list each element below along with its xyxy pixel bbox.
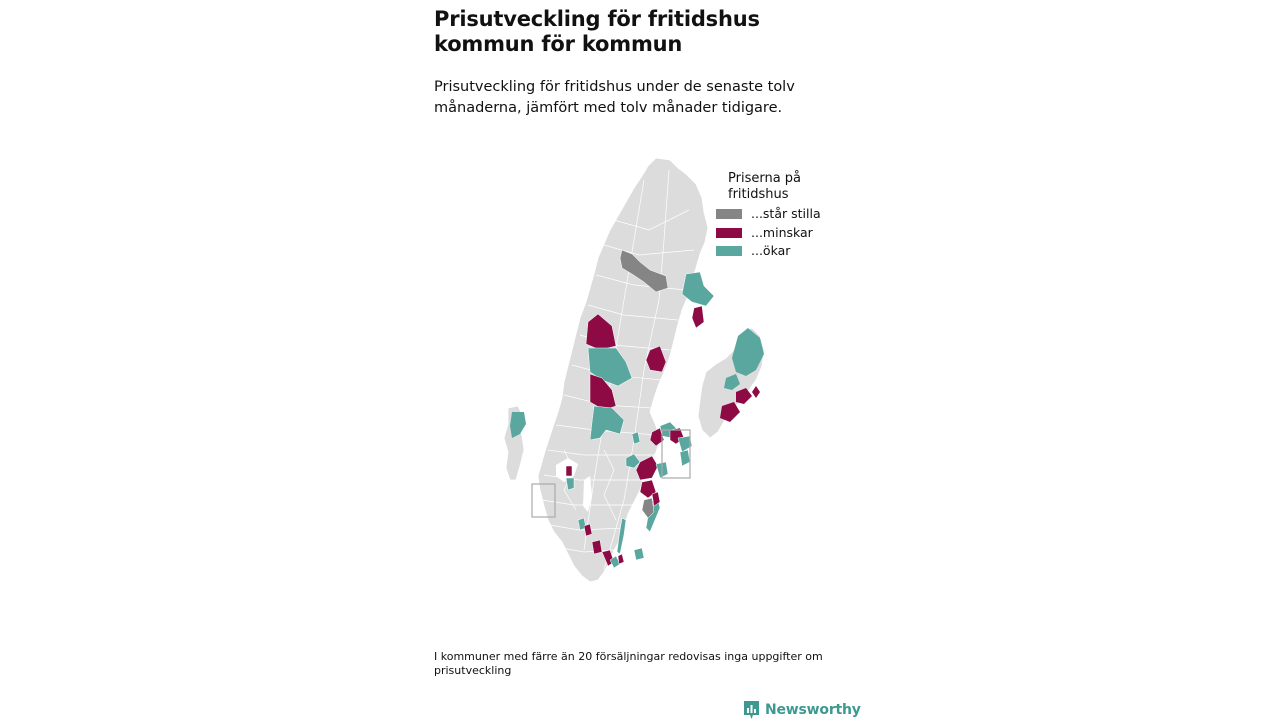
map-card <box>434 0 861 720</box>
legend-title: Priserna på fritidshus <box>728 171 802 202</box>
muni-red-northeast <box>692 306 704 328</box>
inset-stockholm-red-c <box>752 386 760 398</box>
muni-teal-northeast <box>682 272 714 306</box>
legend-item-decreasing <box>716 224 846 243</box>
legend-item-still <box>716 205 846 224</box>
brand-name: Newsworthy <box>765 702 861 718</box>
legend-label-decreasing: ...minskar <box>751 224 813 240</box>
map-legend <box>716 171 846 261</box>
footnote: I kommuner med färre än 20 försäljningar redovisas inga uppgifter om prisutveckling <box>434 650 823 677</box>
inset-gothenburg-teal <box>510 412 526 438</box>
muni-red-sw-d <box>618 554 624 564</box>
muni-teal-se <box>634 548 644 560</box>
brand-logo[interactable] <box>743 699 861 721</box>
page-title: Prisutveckling för fritidshus kommun för kommun <box>434 7 760 56</box>
muni-red-west-c <box>566 466 572 476</box>
legend-label-still: ...står stilla <box>751 206 821 221</box>
page-subtitle: Prisutveckling för fritidshus under de senaste tolv månaderna, jämfört med tolv månader tidigare. <box>434 79 795 116</box>
legend-swatch-increasing <box>716 246 742 256</box>
muni-teal-c6 <box>680 450 690 466</box>
legend-item-increasing <box>716 242 846 261</box>
muni-red-sw-b <box>592 540 602 554</box>
legend-swatch-decreasing <box>716 228 742 238</box>
legend-label-increasing: ...ökar <box>751 243 791 258</box>
legend-swatch-still <box>716 209 742 219</box>
newsworthy-logo-icon <box>743 700 760 720</box>
